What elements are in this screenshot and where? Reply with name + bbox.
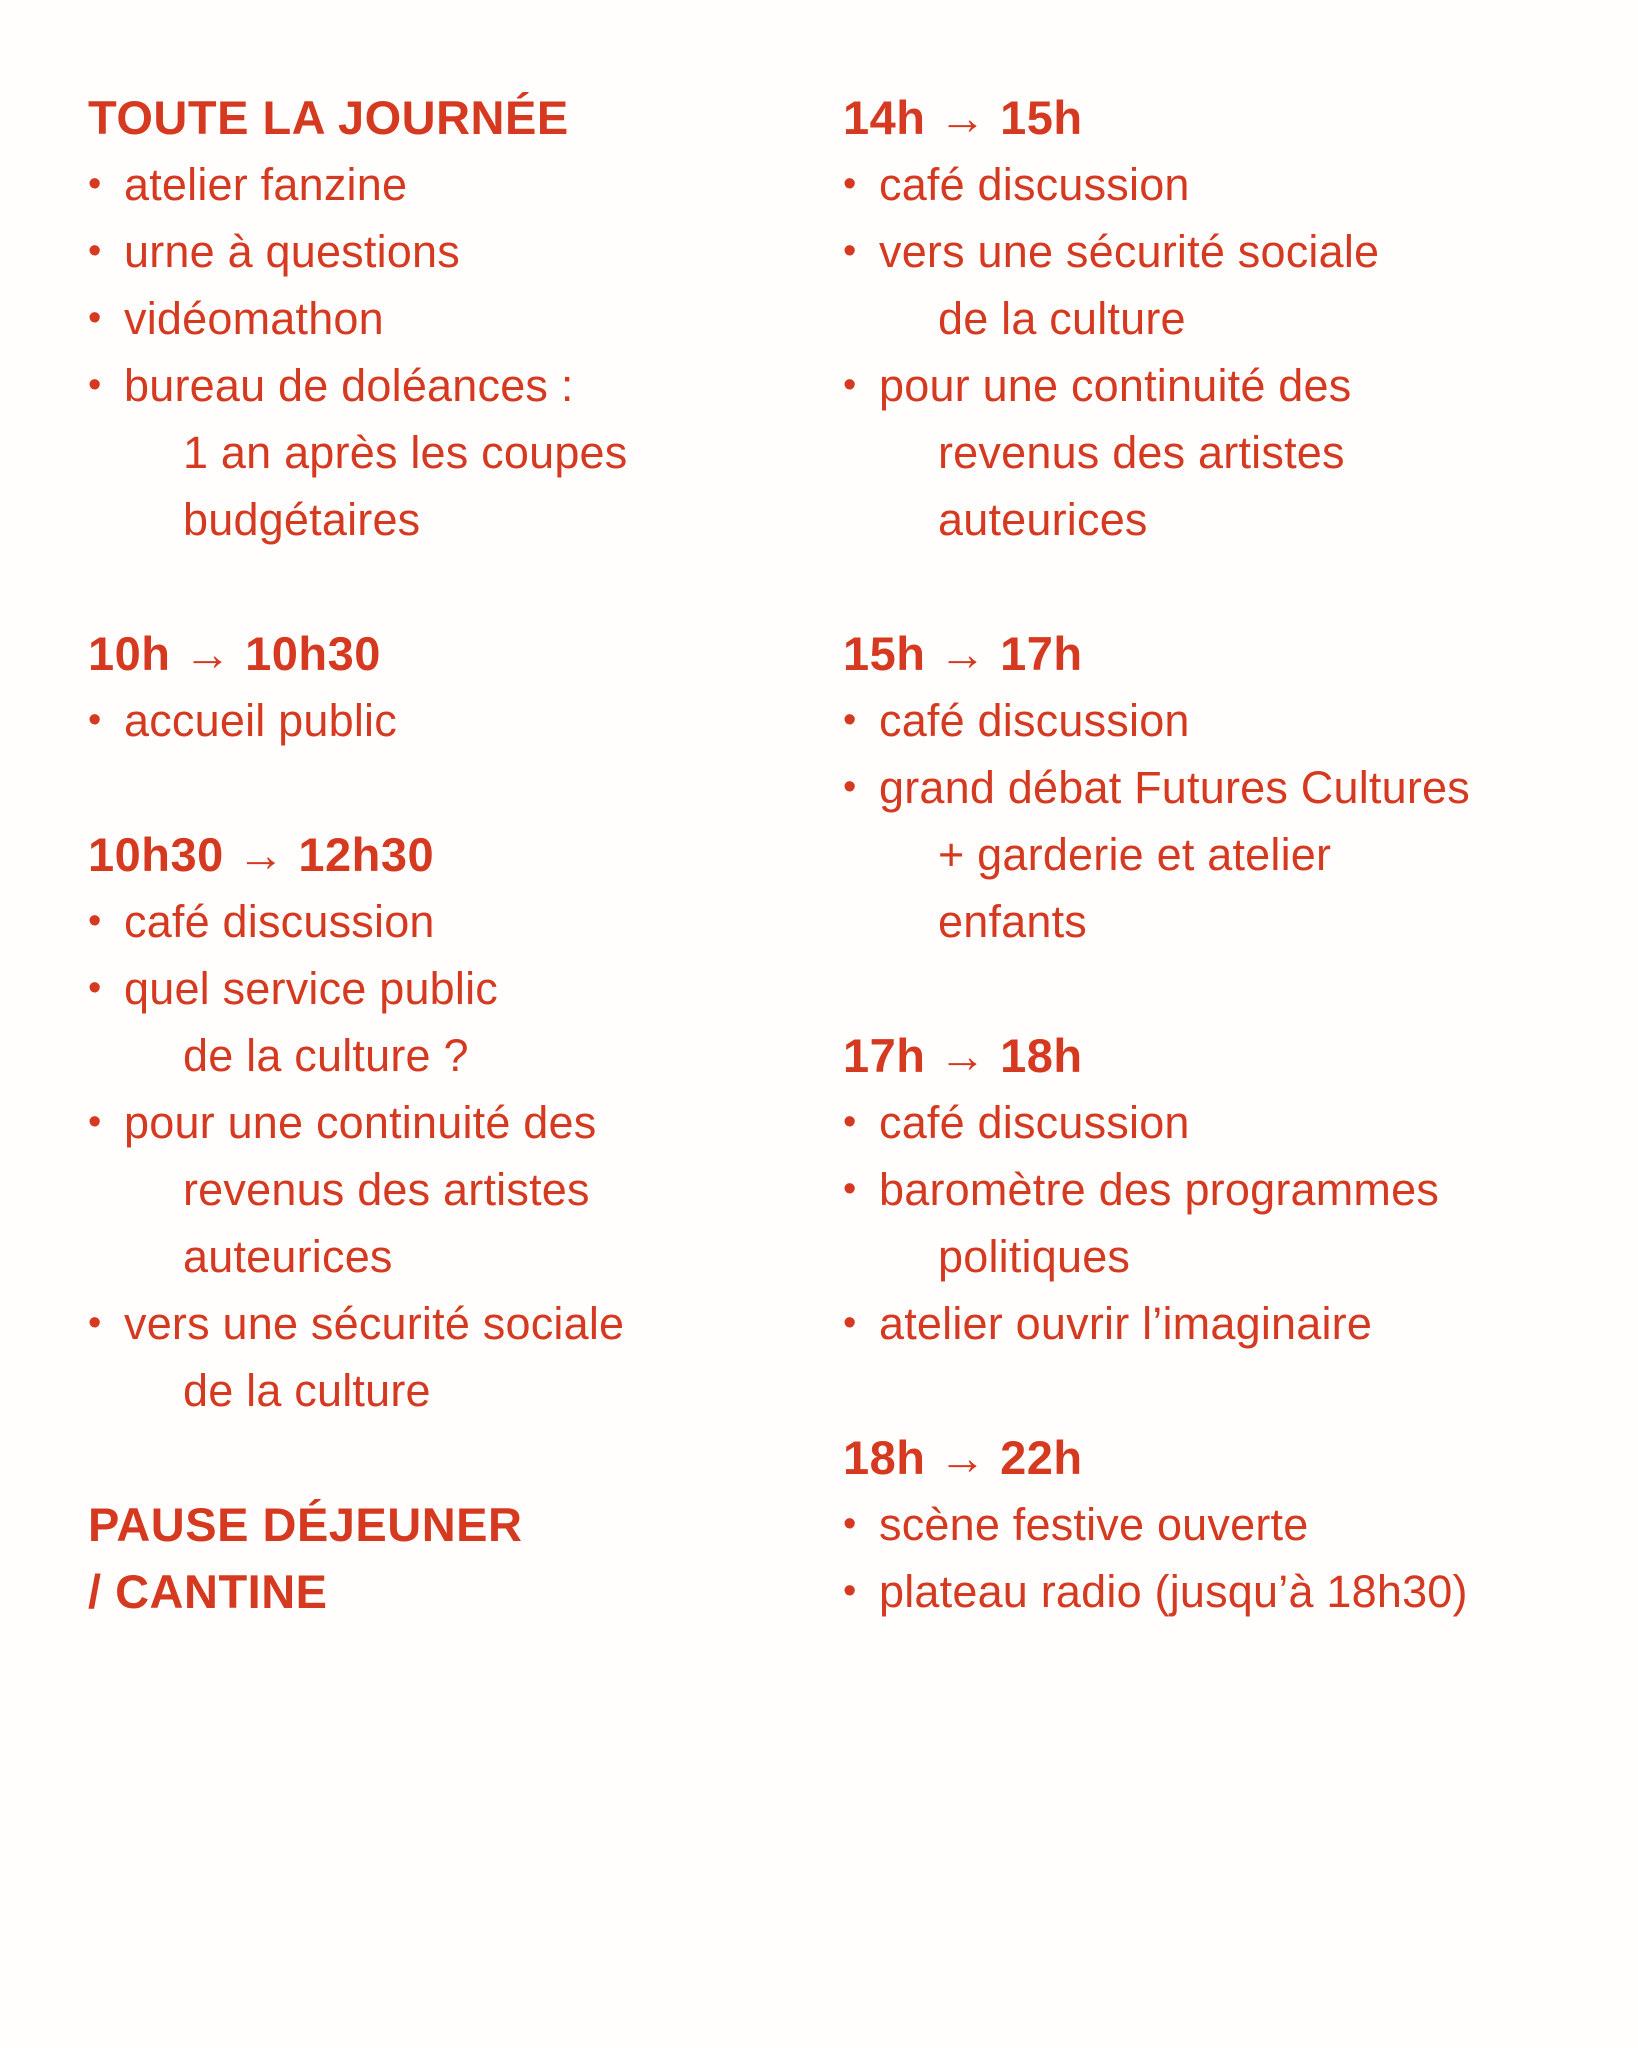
bullet-spacer <box>88 419 124 486</box>
event-list <box>88 888 843 1424</box>
bullet-icon: • <box>88 364 102 406</box>
event-text: pour une continuité des <box>124 1097 597 1148</box>
event-item-line <box>843 754 1598 821</box>
event-item-continuation-line <box>88 486 843 553</box>
bullet-icon: • <box>88 967 102 1009</box>
bullet-spacer <box>843 821 879 888</box>
section-heading <box>88 1491 843 1625</box>
event-item-line <box>843 1089 1598 1156</box>
schedule-section <box>88 620 843 754</box>
bullet-icon: • <box>843 1570 857 1612</box>
event-item-continuation-line <box>843 419 1598 486</box>
event-list <box>88 687 843 754</box>
event-text: budgétaires <box>183 494 421 545</box>
bullet-spacer <box>88 1223 124 1290</box>
section-heading <box>88 821 843 888</box>
event-text: enfants <box>938 896 1088 947</box>
section-heading <box>843 1424 1598 1491</box>
bullet-spacer <box>88 486 124 553</box>
section-heading <box>88 620 843 687</box>
schedule-section <box>843 1022 1598 1357</box>
schedule-section <box>88 1491 843 1625</box>
event-item-line <box>843 218 1598 285</box>
bullet-spacer <box>88 1156 124 1223</box>
event-text: accueil public <box>124 695 397 746</box>
event-item-line <box>843 1290 1598 1357</box>
section-heading-line: 15h → 17h <box>843 627 1083 680</box>
section-heading-line: TOUTE LA JOURNÉE <box>88 91 569 144</box>
bullet-icon: • <box>843 364 857 406</box>
event-item-continuation-line <box>843 285 1598 352</box>
event-item-continuation-line <box>843 1223 1598 1290</box>
event-text: scène festive ouverte <box>879 1499 1309 1550</box>
event-item-continuation-line <box>88 1156 843 1223</box>
event-list <box>843 687 1598 955</box>
program-column <box>88 84 843 1692</box>
bullet-icon: • <box>843 1168 857 1210</box>
section-heading-line: PAUSE DÉJEUNER <box>88 1498 523 1551</box>
event-item-continuation-line <box>88 1022 843 1089</box>
event-text: café discussion <box>879 159 1190 210</box>
event-text: café discussion <box>879 695 1190 746</box>
bullet-icon: • <box>843 1302 857 1344</box>
event-item-line <box>88 1089 843 1156</box>
event-text: revenus des artistes <box>183 1164 590 1215</box>
event-text: vidéomathon <box>124 293 384 344</box>
bullet-icon: • <box>843 766 857 808</box>
section-heading-line: 17h → 18h <box>843 1029 1083 1082</box>
bullet-spacer <box>88 1357 124 1424</box>
event-item-line <box>88 218 843 285</box>
event-item-line <box>843 151 1598 218</box>
event-text: bureau de doléances : <box>124 360 574 411</box>
bullet-spacer <box>88 1022 124 1089</box>
section-heading-line: 18h → 22h <box>843 1431 1083 1484</box>
event-text: auteurices <box>938 494 1148 545</box>
event-text: atelier fanzine <box>124 159 408 210</box>
event-list <box>88 151 843 553</box>
event-text: de la culture ? <box>183 1030 469 1081</box>
event-list <box>843 151 1598 553</box>
bullet-spacer <box>843 1223 879 1290</box>
event-text: quel service public <box>124 963 498 1014</box>
bullet-icon: • <box>88 900 102 942</box>
bullet-icon: • <box>843 1503 857 1545</box>
section-heading-line: 10h → 10h30 <box>88 627 381 680</box>
event-text: plateau radio (jusqu’à 18h30) <box>879 1566 1468 1617</box>
event-text: vers une sécurité sociale <box>124 1298 625 1349</box>
event-text: de la culture <box>183 1365 431 1416</box>
event-item-line <box>843 1558 1598 1625</box>
bullet-spacer <box>843 888 879 955</box>
bullet-icon: • <box>843 163 857 205</box>
event-item-line <box>88 955 843 1022</box>
bullet-spacer <box>843 419 879 486</box>
bullet-spacer <box>843 285 879 352</box>
bullet-spacer <box>843 486 879 553</box>
event-text: urne à questions <box>124 226 460 277</box>
event-text: politiques <box>938 1231 1131 1282</box>
event-item-continuation-line <box>88 1223 843 1290</box>
section-heading <box>843 84 1598 151</box>
bullet-icon: • <box>88 230 102 272</box>
event-item-line <box>88 352 843 419</box>
section-heading-line: 14h → 15h <box>843 91 1083 144</box>
bullet-icon: • <box>88 1302 102 1344</box>
event-list <box>843 1089 1598 1357</box>
event-item-line <box>843 1156 1598 1223</box>
event-text: 1 an après les coupes <box>183 427 628 478</box>
section-heading <box>843 1022 1598 1089</box>
event-item-continuation-line <box>843 821 1598 888</box>
program-column <box>843 84 1598 1692</box>
event-text: vers une sécurité sociale <box>879 226 1380 277</box>
event-text: de la culture <box>938 293 1186 344</box>
bullet-icon: • <box>88 297 102 339</box>
section-heading-line: / CANTINE <box>88 1565 328 1618</box>
event-item-continuation-line <box>88 419 843 486</box>
schedule-section <box>88 84 843 553</box>
event-item-line <box>88 888 843 955</box>
event-text: grand débat Futures Cultures <box>879 762 1470 813</box>
event-text: + garderie et atelier <box>938 829 1332 880</box>
event-text: revenus des artistes <box>938 427 1345 478</box>
event-item-continuation-line <box>843 486 1598 553</box>
event-text: baromètre des programmes <box>879 1164 1440 1215</box>
event-item-line <box>843 352 1598 419</box>
event-item-line <box>88 687 843 754</box>
event-text: auteurices <box>183 1231 393 1282</box>
event-item-line <box>88 285 843 352</box>
bullet-icon: • <box>88 699 102 741</box>
event-text: pour une continuité des <box>879 360 1352 411</box>
event-item-line <box>88 151 843 218</box>
bullet-icon: • <box>843 1101 857 1143</box>
schedule-section <box>843 84 1598 553</box>
event-text: café discussion <box>124 896 435 947</box>
bullet-icon: • <box>88 1101 102 1143</box>
event-item-continuation-line <box>843 888 1598 955</box>
schedule-section <box>843 1424 1598 1625</box>
event-item-line <box>843 687 1598 754</box>
bullet-icon: • <box>88 163 102 205</box>
section-heading-line: 10h30 → 12h30 <box>88 828 435 881</box>
event-item-continuation-line <box>88 1357 843 1424</box>
event-item-line <box>88 1290 843 1357</box>
section-heading <box>88 84 843 151</box>
event-item-line <box>843 1491 1598 1558</box>
event-list <box>843 1491 1598 1625</box>
bullet-icon: • <box>843 230 857 272</box>
bullet-icon: • <box>843 699 857 741</box>
schedule-section <box>843 620 1598 955</box>
schedule-section <box>88 821 843 1424</box>
section-heading <box>843 620 1598 687</box>
event-text: atelier ouvrir l’imaginaire <box>879 1298 1373 1349</box>
event-text: café discussion <box>879 1097 1190 1148</box>
